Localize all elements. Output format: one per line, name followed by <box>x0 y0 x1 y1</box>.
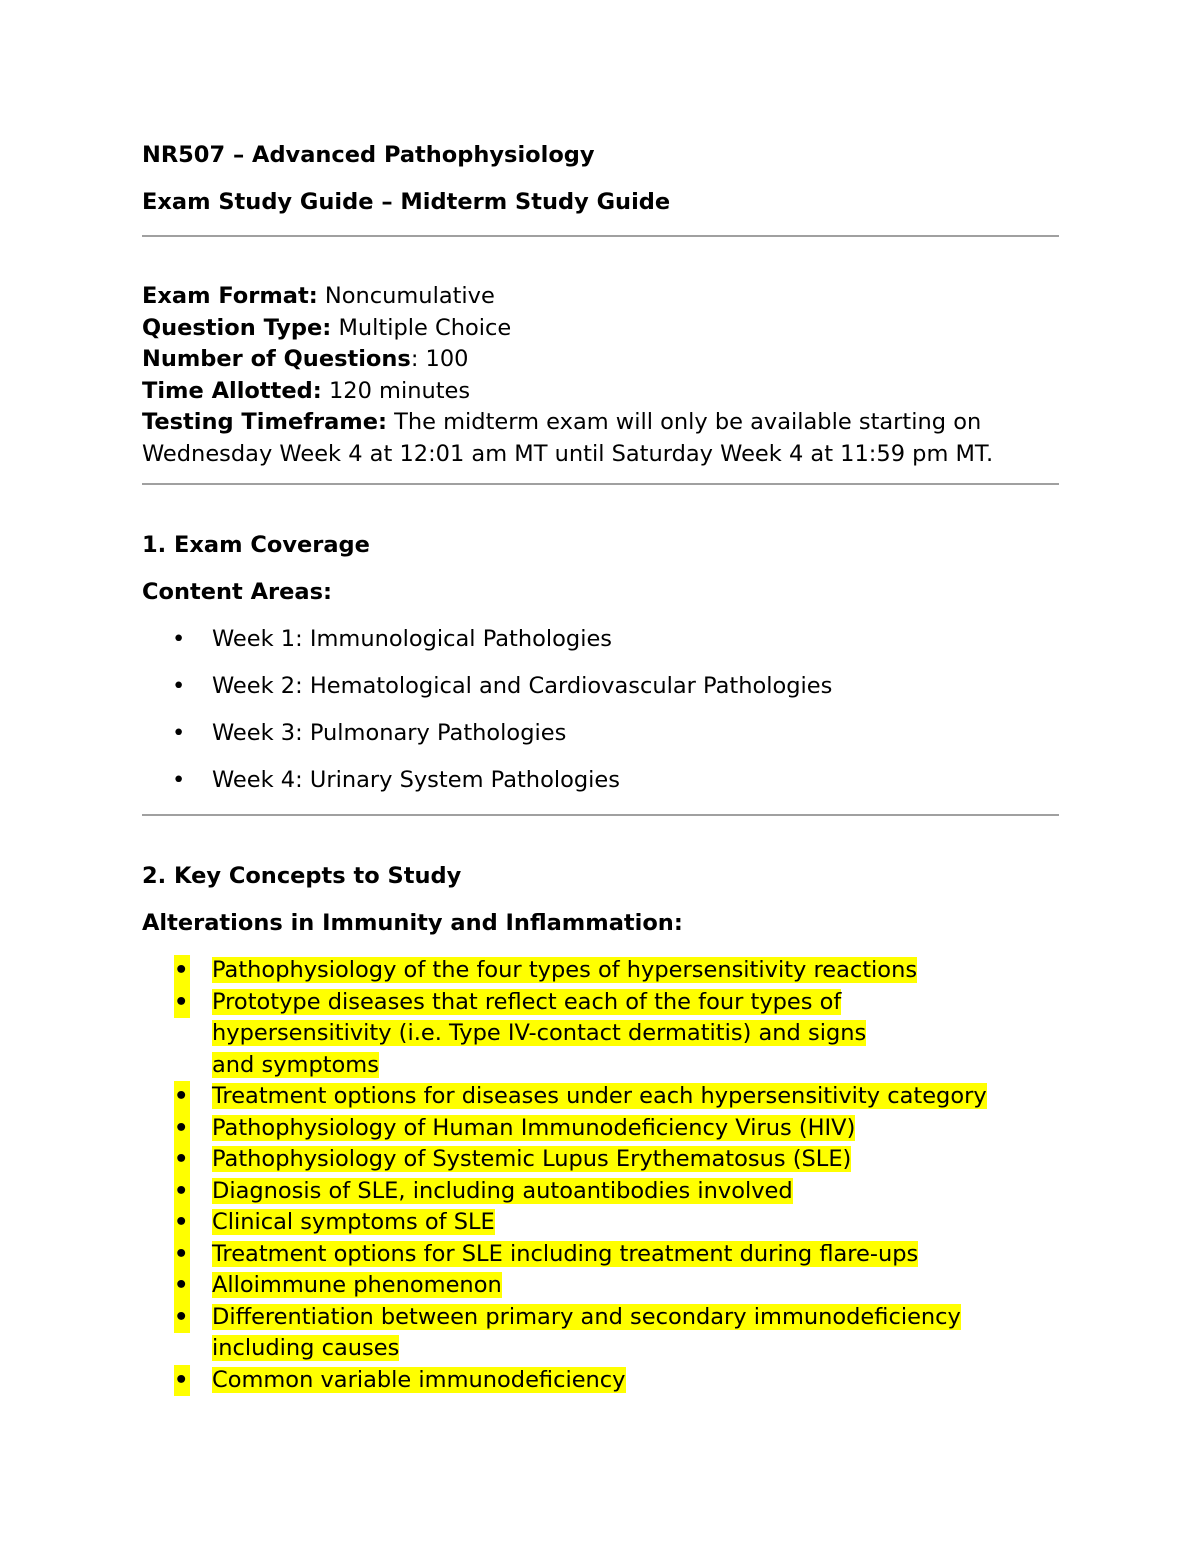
bullet-icon: • <box>172 720 186 746</box>
concept-item-text: Diagnosis of SLE, including autoantibodies involved <box>212 1177 793 1204</box>
num-questions-value: : 100 <box>410 346 469 372</box>
list-item <box>142 767 832 794</box>
list-item <box>142 1176 1042 1208</box>
bullet-icon: • <box>174 1302 190 1334</box>
list-item <box>142 955 1042 987</box>
exam-format-row <box>142 281 1059 313</box>
divider-lower <box>142 814 1059 816</box>
bullet-icon: • <box>174 1081 190 1113</box>
key-concepts-list <box>142 955 1042 1396</box>
coverage-item-text: Week 3: Pulmonary Pathologies <box>212 720 567 746</box>
bullet-icon: • <box>174 987 190 1019</box>
bullet-icon: • <box>174 1113 190 1145</box>
bullet-icon: • <box>174 1176 190 1208</box>
testing-timeframe-row <box>142 407 1059 470</box>
concept-item-text: Pathophysiology of Systemic Lupus Erythematosus (SLE) <box>212 1146 852 1172</box>
list-item <box>142 1302 972 1365</box>
exam-format-label: Exam Format: <box>142 283 318 309</box>
coverage-item-text: Week 1: Immunological Pathologies <box>212 626 613 652</box>
concept-item-text: Pathophysiology of Human Immunodeficiency Virus (HIV) <box>212 1114 856 1141</box>
concept-item-text: Alloimmune phenomenon <box>212 1272 502 1298</box>
document-subtitle: Exam Study Guide – Midterm Study Guide <box>142 189 671 215</box>
list-item <box>142 1207 1042 1239</box>
num-questions-row <box>142 344 1059 376</box>
list-item <box>142 987 912 1082</box>
bullet-icon: • <box>174 1144 190 1176</box>
coverage-list <box>142 626 832 814</box>
concept-item-text: Pathophysiology of the four types of hypersensitivity reactions <box>212 957 918 983</box>
list-item <box>142 673 832 700</box>
exam-info-block <box>142 281 1059 470</box>
list-item <box>142 1081 1042 1113</box>
list-item <box>142 1270 1042 1302</box>
bullet-icon: • <box>174 1207 190 1239</box>
bullet-icon: • <box>174 1365 190 1397</box>
section2-subheading: Alterations in Immunity and Inflammation: <box>142 910 683 936</box>
concept-item-text: Differentiation between primary and secondary immunodeficiency including causes <box>212 1303 961 1361</box>
question-type-row <box>142 313 1059 345</box>
coverage-item-text: Week 4: Urinary System Pathologies <box>212 767 620 793</box>
time-allotted-value: 120 minutes <box>328 377 471 404</box>
document-title: NR507 – Advanced Pathophysiology <box>142 142 595 168</box>
list-item <box>142 1365 1042 1397</box>
list-item <box>142 1144 1042 1176</box>
list-item <box>142 1113 1042 1145</box>
concept-item-text: Prototype diseases that reflect each of the four types of hypersensitivity (i.e. Type IV-contact dermatitis) and signs and symptoms <box>212 988 867 1078</box>
concept-item-text: Treatment options for SLE including treatment during flare-ups <box>212 1240 919 1267</box>
concept-item-text: Clinical symptoms of SLE <box>212 1209 495 1235</box>
bullet-icon: • <box>172 626 186 652</box>
concept-item-text: Common variable immunodeficiency <box>212 1366 626 1393</box>
bullet-icon: • <box>174 955 190 987</box>
num-questions-label: Number of Questions <box>142 346 411 372</box>
question-type-label: Question Type: <box>142 314 332 341</box>
bullet-icon: • <box>172 673 186 699</box>
list-item <box>142 626 832 653</box>
testing-timeframe-label: Testing Timeframe: <box>142 409 387 435</box>
bullet-icon: • <box>174 1270 190 1302</box>
concept-item-text: Treatment options for diseases under each hypersensitivity category <box>212 1083 987 1109</box>
section1-heading: 1. Exam Coverage <box>142 532 370 558</box>
divider-top <box>142 235 1059 237</box>
exam-format-value: Noncumulative <box>324 283 495 309</box>
section2-heading: 2. Key Concepts to Study <box>142 863 462 889</box>
section1-subheading: Content Areas: <box>142 579 332 605</box>
testing-timeframe-value: The midterm exam will only be available starting on Wednesday Week 4 at 12:01 am MT until Saturday Week 4 at 11:59 pm MT. <box>142 409 994 467</box>
bullet-icon: • <box>174 1239 190 1271</box>
list-item <box>142 1239 1042 1271</box>
question-type-value: Multiple Choice <box>338 314 512 341</box>
divider-middle <box>142 483 1059 485</box>
time-allotted-label: Time Allotted: <box>142 377 322 404</box>
coverage-item-text: Week 2: Hematological and Cardiovascular Pathologies <box>212 673 833 699</box>
time-allotted-row <box>142 376 1059 408</box>
bullet-icon: • <box>172 767 186 793</box>
list-item <box>142 720 832 747</box>
